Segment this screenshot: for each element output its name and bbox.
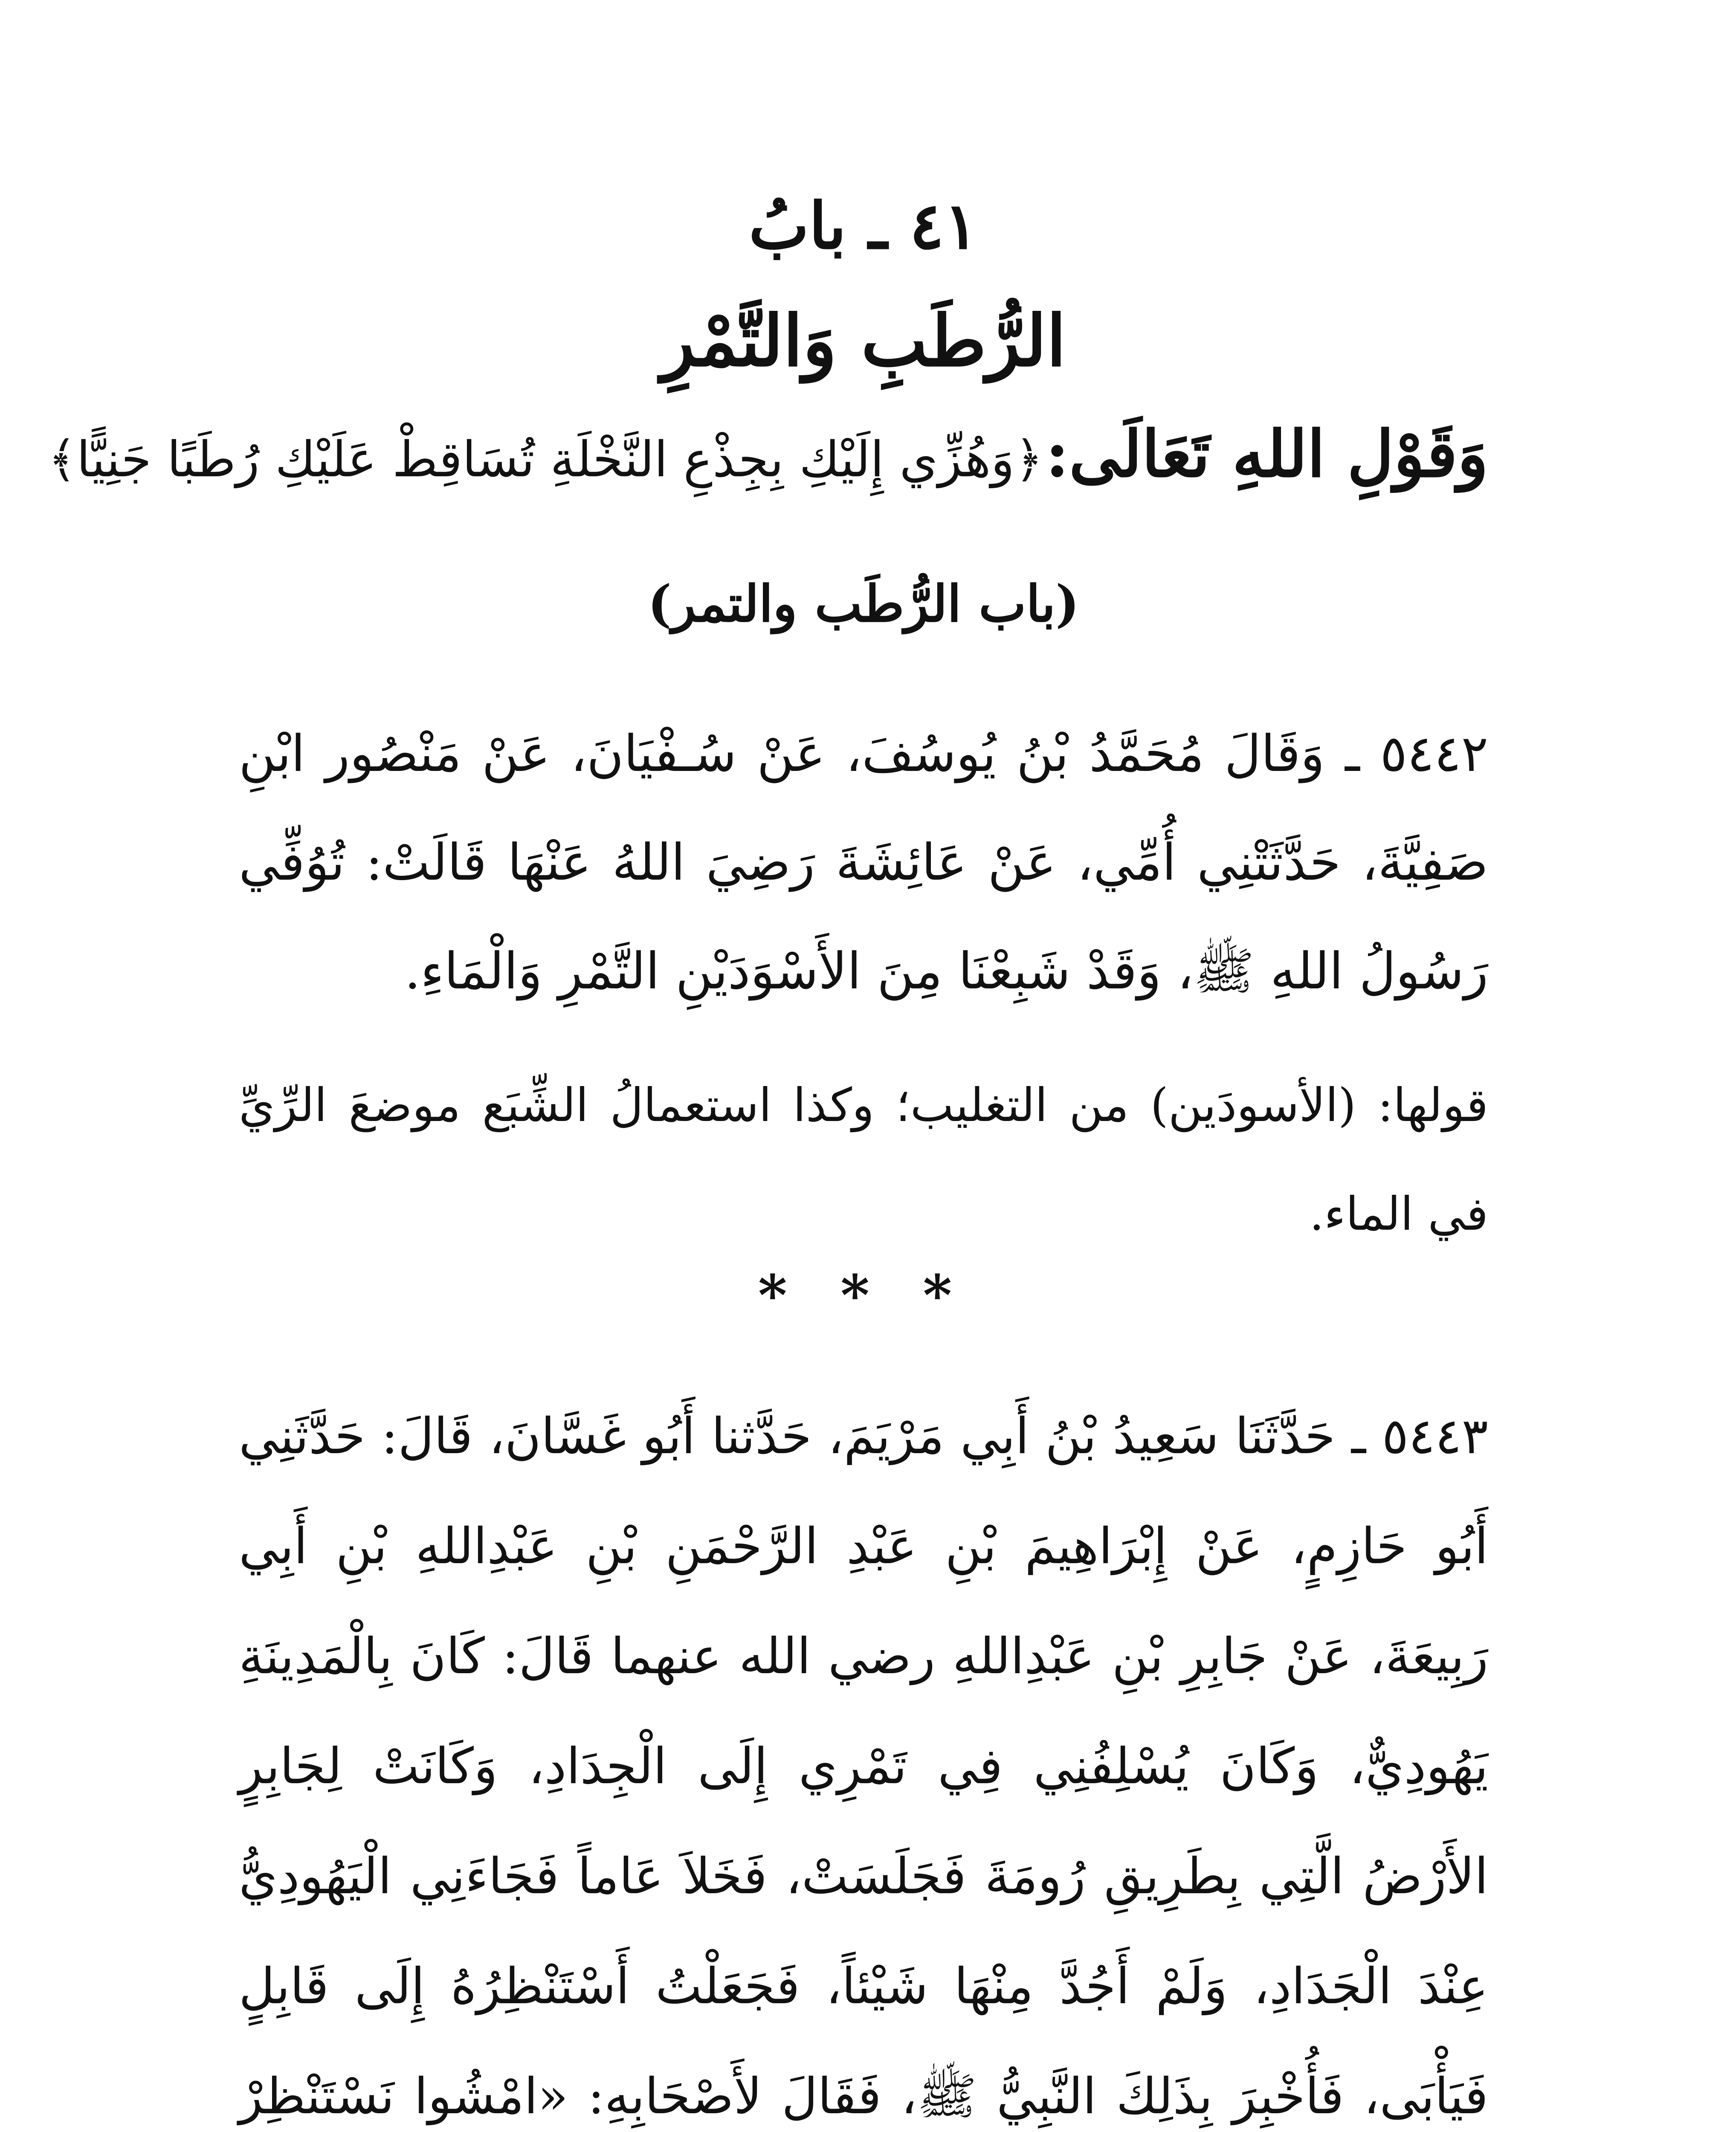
- hadith-5442: ٥٤٤٢ ـ وَقَالَ مُحَمَّدُ بْنُ يُوسُفَ، عَنْ سُـفْيَانَ، عَنْ مَنْصُور ابْنِ صَفِيَّةَ، حَدَّثَتْنِي أُمِّي، عَنْ عَائِشَةَ رَضِيَ اللهُ عَنْهَا قَالَتْ: تُوُفِّي رَسُولُ اللهِ ﷺ، وَقَدْ شَبِعْنَا مِنَ الأَسْوَدَيْنِ التَّمْرِ وَالْمَاءِ.: [239, 724, 1488, 1000]
- commentary: قولها: (الأسودَين) من التغليب؛ وكذا استعمالُ الشِّبَع موضعَ الرِّيِّ في الماء.: [239, 1079, 1488, 1241]
- hadith-5443: ٥٤٤٣ ـ حَدَّثَنَا سَعِيدُ بْنُ أَبِي مَرْيَمَ، حَدَّثنا أَبُو غَسَّانَ، قَالَ: حَدَّثَنِي أَبُو حَازِمٍ، عَنْ إِبْرَاهِيمَ بْنِ عَبْدِ الرَّحْمَنِ بْنِ عَبْدِاللهِ بْنِ أَبِي رَبِيعَةَ، عَنْ جَابِرِ بْنِ عَبْدِاللهِ رضي الله عنهما قَالَ: كَانَ بِالْمَدِينَةِ يَهُودِيٌّ، وَكَانَ يُسْلِفُنِي فِي تَمْرِي إِلَى الْجِدَادِ، وَكَانَتْ لِجَابِرٍ الأَرْضُ الَّتِي بِطَرِيقِ رُومَةَ فَجَلَسَتْ، فَخَلاَ عَاماً فَجَاءَنِي الْيَهُودِيُّ عِنْدَ الْجَدَادِ، وَلَمْ أَجُدَّ مِنْهَا شَيْئاً، فَجَعَلْتُ أَسْتَنْظِرُهُ إِلَى قَابِلٍ فَيَأْبَى، فَأُخْبِرَ بِذَلِكَ النَّبِيُّ ﷺ، فَقَالَ لأَصْحَابِهِ: «امْشُوا نَسْتَنْظِرْ: [239, 1408, 1488, 2125]
- chapter-title: الرُّطَبِ وَالتَّمْرِ: [661, 299, 1066, 382]
- quran-intro: وَقَوْلِ اللهِ تَعَالَى:: [1045, 417, 1488, 492]
- sub-heading: (باب الرُّطَب والتمر): [648, 574, 1079, 633]
- quran-verse: ﴿وَهُزِّي إِلَيْكِ بِجِذْعِ النَّخْلَةِ تُسَاقِطْ عَلَيْكِ رُطَبًا جَنِيًّا﴾: [48, 431, 1043, 488]
- chapter-number: ٤١ ـ بابُ: [748, 188, 979, 264]
- book-page: [48, 0, 1488, 2132]
- quran-verse-line: [48, 416, 1488, 492]
- section-separator: * * *: [758, 1263, 969, 1328]
